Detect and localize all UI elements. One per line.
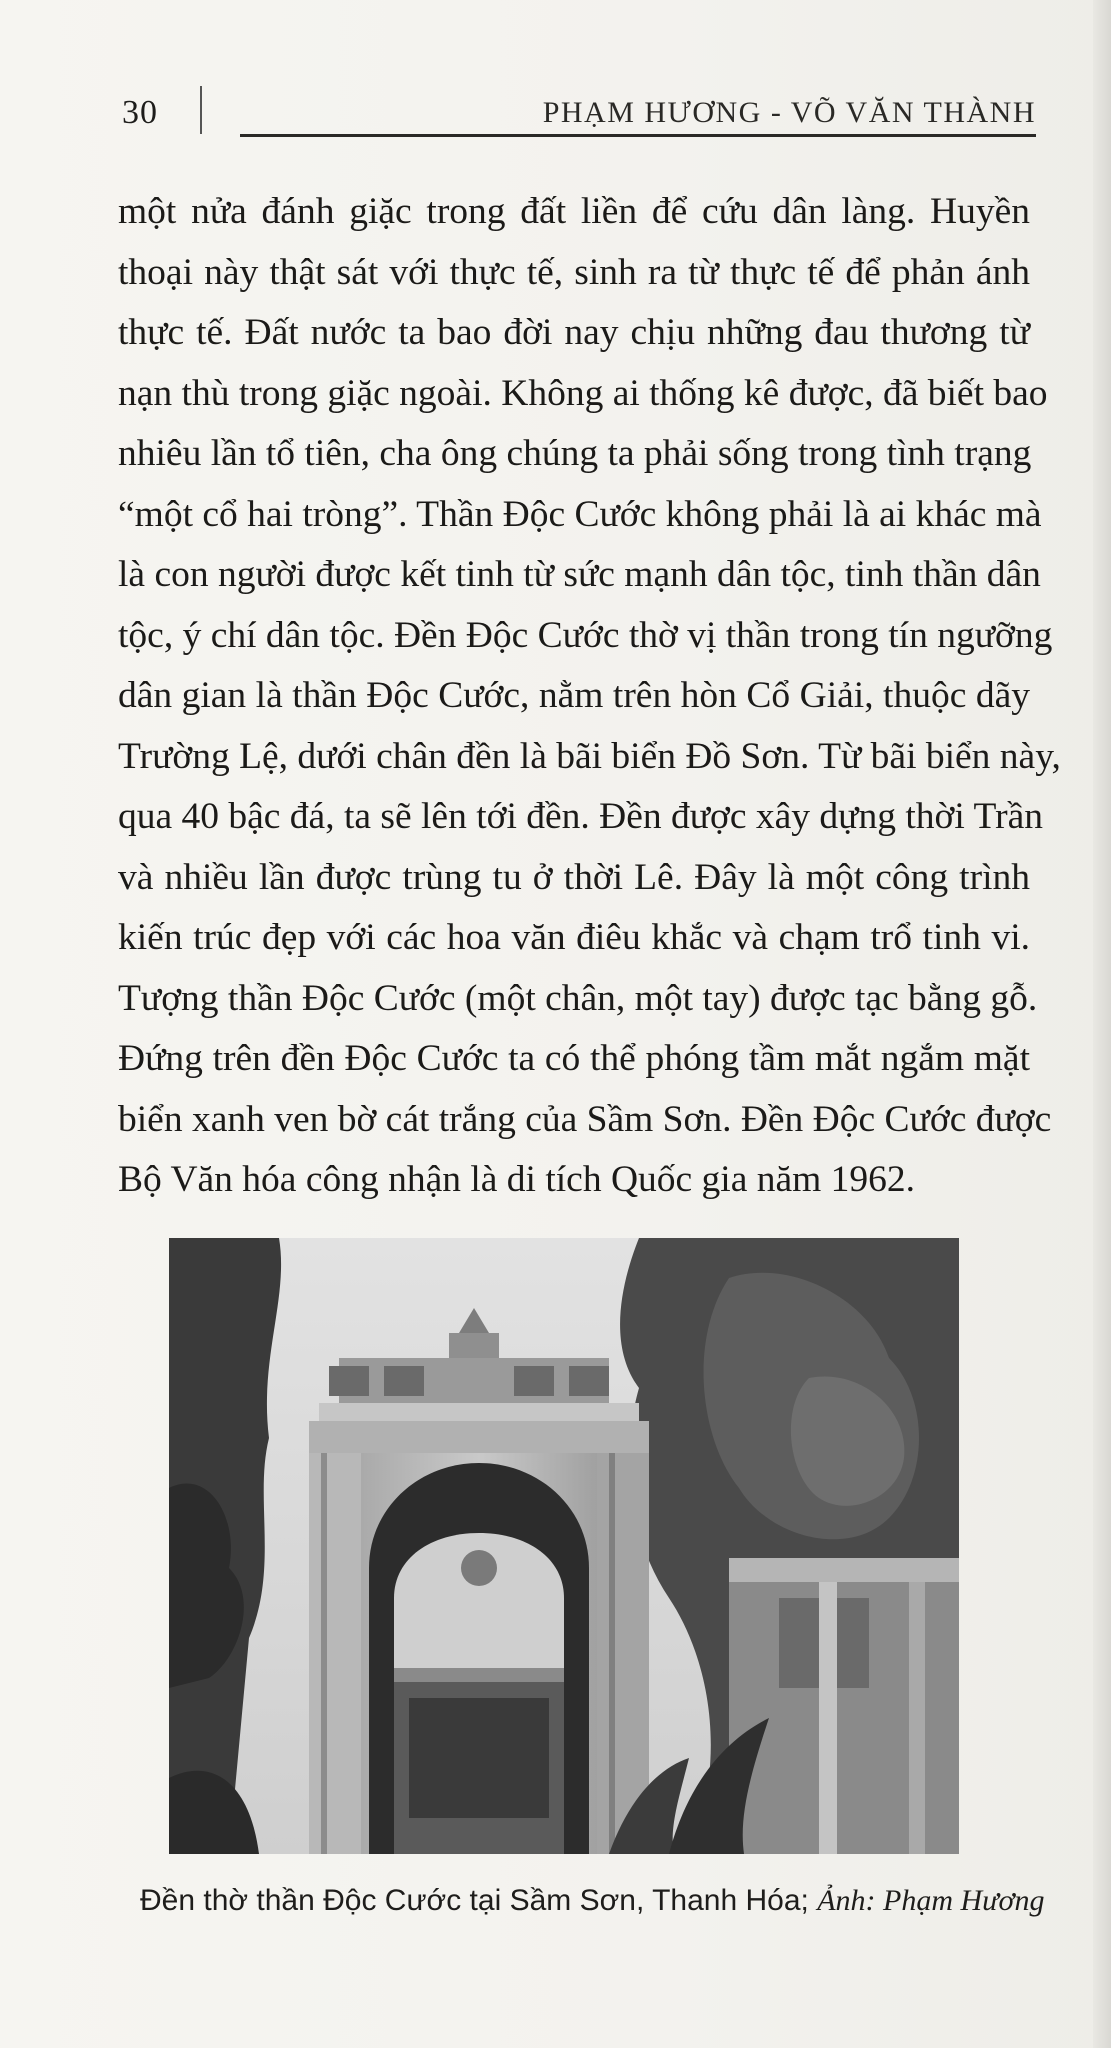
text-line: Tượng thần Độc Cước (một chân, một tay) được tạc bằng gỗ. <box>118 977 1038 1019</box>
header-divider <box>200 86 202 134</box>
text-line: và nhiều lần được trùng tu ở thời Lê. Đây là một công trình <box>118 856 1030 898</box>
caption-credit-label: Ảnh: <box>817 1884 884 1917</box>
text-line: nạn thù trong giặc ngoài. Không ai thống kê được, đã biết bao <box>118 372 1048 414</box>
text-line: một nửa đánh giặc trong đất liền để cứu dân làng. Huyền <box>118 191 1030 232</box>
running-head: PHẠM HƯƠNG - VÕ VĂN THÀNH <box>542 96 1036 129</box>
text-line: thoại này thật sát với thực tế, sinh ra từ thực tế để phản ánh <box>118 251 1030 293</box>
caption-credit-name: Phạm Hương <box>883 1884 1045 1917</box>
text-line: dân gian là thần Độc Cước, nằm trên hòn Cổ Giải, thuộc dãy <box>118 675 1030 716</box>
text-line: Trường Lệ, dưới chân đền là bãi biển Đồ Sơn. Từ bãi biển này, <box>118 735 1061 777</box>
page-edge-shadow <box>1093 0 1111 2048</box>
text-line: tộc, ý chí dân tộc. Đền Độc Cước thờ vị thần trong tín ngưỡng <box>118 614 1053 656</box>
text-line: Bộ Văn hóa công nhận là di tích Quốc gia năm 1962. <box>118 1159 916 1200</box>
header-rule <box>240 134 1036 137</box>
text-line: biển xanh ven bờ cát trắng của Sầm Sơn. Đền Độc Cước được <box>118 1098 1052 1140</box>
text-line: Đứng trên đền Độc Cước ta có thể phóng tầm mắt ngắm mặt <box>118 1038 1030 1079</box>
text-line: là con người được kết tinh từ sức mạnh dân tộc, tinh thần dân <box>118 554 1041 595</box>
caption-text: Đền thờ thần Độc Cước tại Sầm Sơn, Thanh Hóa; <box>140 1884 818 1917</box>
temple-gate-photo <box>169 1238 959 1854</box>
text-line: nhiêu lần tổ tiên, cha ông chúng ta phải sống trong tình trạng <box>118 433 1032 474</box>
text-line: thực tế. Đất nước ta bao đời nay chịu những đau thương từ <box>118 312 1030 353</box>
text-line: kiến trúc đẹp với các hoa văn điêu khắc và chạm trổ tinh vi. <box>118 917 1030 958</box>
page-header <box>118 86 1036 136</box>
text-line: “một cổ hai tròng”. Thần Độc Cước không phải là ai khác mà <box>118 493 1042 535</box>
page-number: 30 <box>122 94 158 131</box>
body-paragraph <box>118 182 1061 1211</box>
text-line: qua 40 bậc đá, ta sẽ lên tới đền. Đền được xây dựng thời Trần <box>118 796 1043 837</box>
figure-caption <box>140 1884 1045 1918</box>
